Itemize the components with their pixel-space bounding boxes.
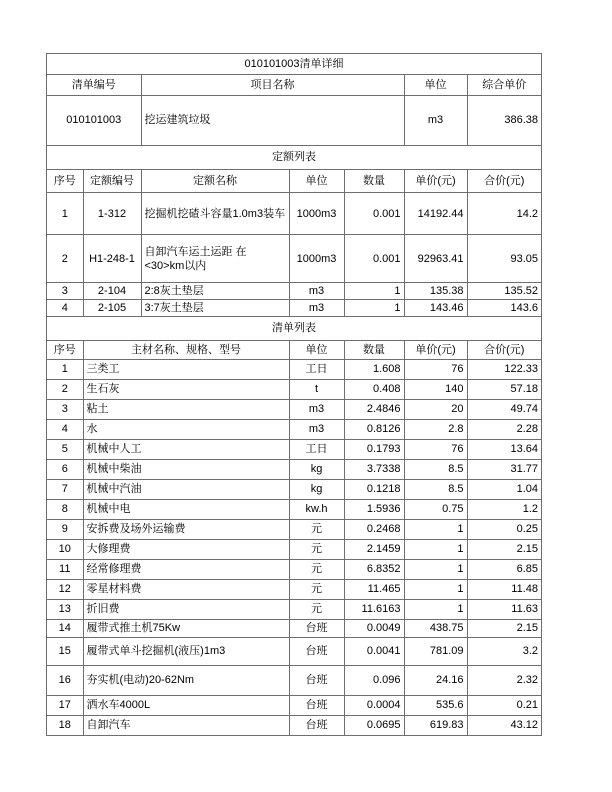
quota-row xyxy=(47,283,541,300)
material-row-cell: 0.2468 xyxy=(344,519,404,539)
material-row-cell: 洒水车4000L xyxy=(83,695,289,715)
quota-row xyxy=(47,300,541,317)
material-row-cell: 13.64 xyxy=(467,439,541,459)
summary-header-row xyxy=(47,75,541,95)
material-row-cell: kw.h xyxy=(289,499,344,519)
material-row-cell: 140 xyxy=(404,379,467,399)
sheet-title: 010101003清单详细 xyxy=(47,54,541,75)
material-row-cell: 工日 xyxy=(289,439,344,459)
material-row-cell: 20 xyxy=(404,399,467,419)
material-row-cell: 台班 xyxy=(289,695,344,715)
material-row xyxy=(47,399,541,419)
quota-row-cell: 1 xyxy=(344,300,404,317)
summary-code: 010101003 xyxy=(47,95,141,145)
quota-row-cell: m3 xyxy=(289,283,344,300)
material-row-cell: 0.0041 xyxy=(344,637,404,665)
material-row-cell: 11.63 xyxy=(467,599,541,619)
quota-row-cell: 135.38 xyxy=(404,283,467,300)
material-row-cell: 0.21 xyxy=(467,695,541,715)
material-row xyxy=(47,619,541,637)
material-row-cell: 2.4846 xyxy=(344,399,404,419)
material-row-cell: 49.74 xyxy=(467,399,541,419)
material-header-row xyxy=(47,341,541,359)
material-row-cell: 1 xyxy=(404,579,467,599)
material-header-cell: 序号 xyxy=(47,341,83,359)
material-row xyxy=(47,665,541,695)
summary-item-name: 挖运建筑垃圾 xyxy=(141,95,404,145)
quota-row-cell: 2-105 xyxy=(83,300,141,317)
material-row-cell: 0.096 xyxy=(344,665,404,695)
quota-row-cell: 1 xyxy=(344,283,404,300)
quota-header-cell: 单价(元) xyxy=(404,170,467,193)
material-row-cell: 1.608 xyxy=(344,359,404,379)
material-row-cell: 粘土 xyxy=(83,399,289,419)
material-row-cell: 元 xyxy=(289,539,344,559)
material-row-cell: 元 xyxy=(289,559,344,579)
material-table xyxy=(47,341,541,735)
material-row-cell: 9 xyxy=(47,519,83,539)
quota-row-cell: 1 xyxy=(47,193,83,235)
summary-header-cell: 项目名称 xyxy=(141,75,404,95)
quota-header-cell: 单位 xyxy=(289,170,344,193)
summary-header-cell: 综合单价 xyxy=(467,75,541,95)
material-row-cell: 11.48 xyxy=(467,579,541,599)
material-row-cell: 1 xyxy=(404,519,467,539)
material-header-cell: 单价(元) xyxy=(404,341,467,359)
quota-row-cell: 3:7灰土垫层 xyxy=(141,300,289,317)
material-header-cell: 单位 xyxy=(289,341,344,359)
material-row xyxy=(47,695,541,715)
material-row-cell: 履带式推土机75Kw xyxy=(83,619,289,637)
quota-row-cell: 1-312 xyxy=(83,193,141,235)
quota-row-cell: 1000m3 xyxy=(289,193,344,235)
material-row-cell: m3 xyxy=(289,399,344,419)
material-row-cell: 机械中电 xyxy=(83,499,289,519)
material-row-cell: 履带式单斗挖掘机(液压)1m3 xyxy=(83,637,289,665)
material-row-cell: 2.8 xyxy=(404,419,467,439)
quota-row-cell: H1-248-1 xyxy=(83,235,141,283)
quota-row-cell: 0.001 xyxy=(344,193,404,235)
material-row xyxy=(47,539,541,559)
material-row-cell: 0.1218 xyxy=(344,479,404,499)
material-row-cell: 经常修理费 xyxy=(83,559,289,579)
material-row-cell: 机械中人工 xyxy=(83,439,289,459)
material-row-cell: 台班 xyxy=(289,619,344,637)
material-row-cell: 7 xyxy=(47,479,83,499)
material-row-cell: 3.7338 xyxy=(344,459,404,479)
material-row-cell: 18 xyxy=(47,715,83,735)
quota-row-cell: 4 xyxy=(47,300,83,317)
material-row-cell: 安拆费及场外运输费 xyxy=(83,519,289,539)
material-row-cell: 自卸汽车 xyxy=(83,715,289,735)
quota-row-cell: 135.52 xyxy=(467,283,541,300)
material-row xyxy=(47,359,541,379)
quota-row xyxy=(47,235,541,283)
quota-row-cell: 93.05 xyxy=(467,235,541,283)
quota-row-cell: 14192.44 xyxy=(404,193,467,235)
material-row-cell: 台班 xyxy=(289,665,344,695)
material-row-cell: 0.25 xyxy=(467,519,541,539)
material-row-cell: 元 xyxy=(289,579,344,599)
quota-header-row xyxy=(47,170,541,193)
quotation-detail-sheet xyxy=(46,53,542,736)
material-row-cell: kg xyxy=(289,479,344,499)
material-row-cell: t xyxy=(289,379,344,399)
material-row-cell: 0.1793 xyxy=(344,439,404,459)
material-row-cell: 76 xyxy=(404,359,467,379)
summary-composite-price: 386.38 xyxy=(467,95,541,145)
quota-table xyxy=(47,170,541,318)
material-row-cell: 76 xyxy=(404,439,467,459)
material-row-cell: 机械中柴油 xyxy=(83,459,289,479)
material-row-cell: 8 xyxy=(47,499,83,519)
quota-row-cell: 0.001 xyxy=(344,235,404,283)
material-row-cell: 元 xyxy=(289,519,344,539)
material-row-cell: 1.04 xyxy=(467,479,541,499)
quota-header-cell: 定额名称 xyxy=(141,170,289,193)
material-row-cell: 1.2 xyxy=(467,499,541,519)
material-row-cell: 2.15 xyxy=(467,539,541,559)
material-row-cell: 大修理费 xyxy=(83,539,289,559)
material-row-cell: 0.0695 xyxy=(344,715,404,735)
material-row-cell: 122.33 xyxy=(467,359,541,379)
material-row-cell: 2.32 xyxy=(467,665,541,695)
quota-row-cell: 143.46 xyxy=(404,300,467,317)
material-row xyxy=(47,459,541,479)
quota-header-cell: 合价(元) xyxy=(467,170,541,193)
material-row-cell: 1 xyxy=(47,359,83,379)
quota-row-cell: 143.6 xyxy=(467,300,541,317)
material-row xyxy=(47,715,541,735)
material-row xyxy=(47,499,541,519)
quota-row-cell: 2-104 xyxy=(83,283,141,300)
material-row-cell: m3 xyxy=(289,419,344,439)
material-row-cell: 13 xyxy=(47,599,83,619)
material-row xyxy=(47,519,541,539)
quota-row-cell: 3 xyxy=(47,283,83,300)
material-row-cell: 生石灰 xyxy=(83,379,289,399)
material-row xyxy=(47,637,541,665)
material-row-cell: 1 xyxy=(404,539,467,559)
material-row-cell: 11 xyxy=(47,559,83,579)
material-row-cell: 0.0004 xyxy=(344,695,404,715)
material-row-cell: 0.0049 xyxy=(344,619,404,637)
material-row-cell: 0.75 xyxy=(404,499,467,519)
material-row-cell: 14 xyxy=(47,619,83,637)
material-row xyxy=(47,559,541,579)
summary-table xyxy=(47,75,541,146)
material-row-cell: 11.465 xyxy=(344,579,404,599)
material-row-cell: 781.09 xyxy=(404,637,467,665)
material-row-cell: 1 xyxy=(404,559,467,579)
material-row-cell: 3 xyxy=(47,399,83,419)
material-row-cell: 16 xyxy=(47,665,83,695)
quota-row-cell: 2 xyxy=(47,235,83,283)
material-row-cell: 10 xyxy=(47,539,83,559)
material-row-cell: 1.5936 xyxy=(344,499,404,519)
material-row-cell: 台班 xyxy=(289,715,344,735)
quota-row xyxy=(47,193,541,235)
material-row xyxy=(47,599,541,619)
material-row xyxy=(47,379,541,399)
quota-section-title: 定额列表 xyxy=(47,146,541,170)
material-row-cell: 12 xyxy=(47,579,83,599)
material-row-cell: 零星材料费 xyxy=(83,579,289,599)
quota-header-cell: 序号 xyxy=(47,170,83,193)
material-row-cell: 6.8352 xyxy=(344,559,404,579)
quota-header-cell: 定额编号 xyxy=(83,170,141,193)
material-row-cell: 17 xyxy=(47,695,83,715)
material-row-cell: 3.2 xyxy=(467,637,541,665)
material-row-cell: 工日 xyxy=(289,359,344,379)
material-row-cell: 4 xyxy=(47,419,83,439)
material-row-cell: 535.6 xyxy=(404,695,467,715)
material-row-cell: 三类工 xyxy=(83,359,289,379)
material-row-cell: 24.16 xyxy=(404,665,467,695)
material-row-cell: 57.18 xyxy=(467,379,541,399)
material-row-cell: 台班 xyxy=(289,637,344,665)
summary-header-cell: 清单编号 xyxy=(47,75,141,95)
summary-data-row xyxy=(47,95,541,145)
quota-header-cell: 数量 xyxy=(344,170,404,193)
material-row-cell: 619.83 xyxy=(404,715,467,735)
material-row-cell: 夯实机(电动)20-62Nm xyxy=(83,665,289,695)
material-row-cell: 0.408 xyxy=(344,379,404,399)
material-row-cell: 2.28 xyxy=(467,419,541,439)
summary-unit: m3 xyxy=(404,95,467,145)
quota-row-cell: 14.2 xyxy=(467,193,541,235)
material-row-cell: 2.15 xyxy=(467,619,541,637)
material-row-cell: kg xyxy=(289,459,344,479)
material-row-cell: 1 xyxy=(404,599,467,619)
quota-row-cell: 挖掘机挖碴斗容量1.0m3装车 xyxy=(141,193,289,235)
material-row-cell: 43.12 xyxy=(467,715,541,735)
material-row-cell: 11.6163 xyxy=(344,599,404,619)
material-row xyxy=(47,419,541,439)
material-row-cell: 5 xyxy=(47,439,83,459)
summary-header-cell: 单位 xyxy=(404,75,467,95)
material-row-cell: 机械中汽油 xyxy=(83,479,289,499)
material-row xyxy=(47,439,541,459)
material-row-cell: 6 xyxy=(47,459,83,479)
material-row-cell: 水 xyxy=(83,419,289,439)
material-row-cell: 0.8126 xyxy=(344,419,404,439)
quota-row-cell: 2:8灰土垫层 xyxy=(141,283,289,300)
material-row-cell: 8.5 xyxy=(404,479,467,499)
material-row-cell: 8.5 xyxy=(404,459,467,479)
material-header-cell: 数量 xyxy=(344,341,404,359)
material-row-cell: 2 xyxy=(47,379,83,399)
material-header-cell: 主材名称、规格、型号 xyxy=(83,341,289,359)
material-header-cell: 合价(元) xyxy=(467,341,541,359)
material-row-cell: 15 xyxy=(47,637,83,665)
quota-row-cell: 自卸汽车运土运距 在<30>km以内 xyxy=(141,235,289,283)
material-row xyxy=(47,579,541,599)
material-row-cell: 2.1459 xyxy=(344,539,404,559)
material-row-cell: 6.85 xyxy=(467,559,541,579)
material-row xyxy=(47,479,541,499)
material-row-cell: 折旧费 xyxy=(83,599,289,619)
material-row-cell: 元 xyxy=(289,599,344,619)
quota-row-cell: 92963.41 xyxy=(404,235,467,283)
material-section-title: 清单列表 xyxy=(47,317,541,341)
quota-row-cell: m3 xyxy=(289,300,344,317)
material-row-cell: 438.75 xyxy=(404,619,467,637)
material-row-cell: 31.77 xyxy=(467,459,541,479)
quota-row-cell: 1000m3 xyxy=(289,235,344,283)
